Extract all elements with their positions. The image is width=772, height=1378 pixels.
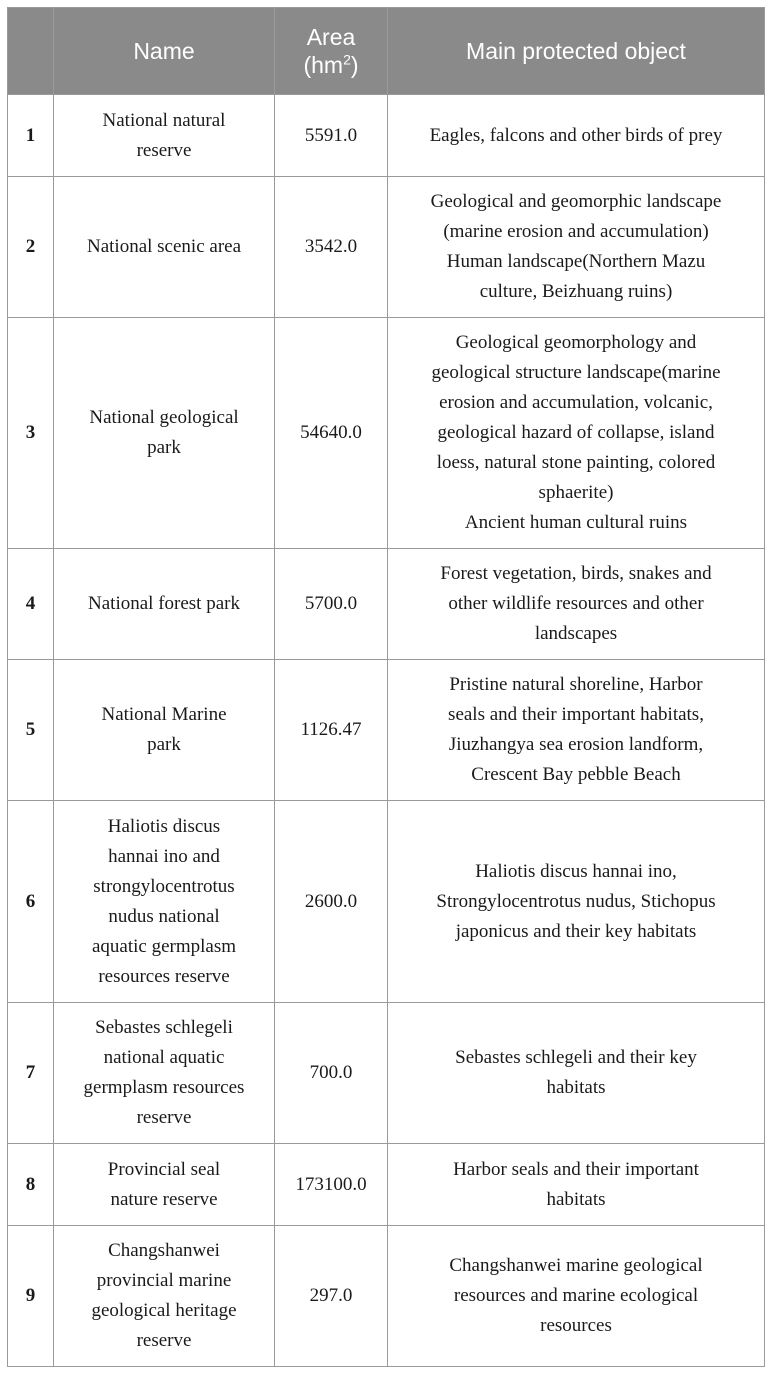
protected-object-line: Haliotis discus hannai ino, — [475, 860, 677, 882]
protected-object-line: Geological and geomorphic landscape — [430, 191, 722, 212]
name-line: nature reserve — [110, 1188, 218, 1210]
name-line: park — [147, 734, 181, 755]
name-cell — [54, 95, 275, 177]
table-row — [8, 549, 765, 660]
area-cell: 5591.0 — [275, 95, 388, 177]
name-cell — [54, 177, 275, 318]
protected-object-line: geological structure landscape(marine — [431, 362, 721, 383]
protected-object-cell — [388, 1003, 765, 1144]
protected-object-line: loess, natural stone painting, colored — [436, 452, 716, 473]
protected-object-line: landscapes — [534, 623, 618, 644]
name-line: reserve — [136, 1107, 192, 1128]
protected-object-line: Crescent Bay pebble Beach — [471, 764, 681, 785]
protected-object-line: erosion and accumulation, volcanic, — [439, 392, 713, 413]
protected-object-line: habitats — [546, 1188, 606, 1210]
area-column-header — [275, 8, 388, 95]
protected-object-column-header: Main protected object — [388, 8, 765, 95]
protected-object-line: Sebastes schlegeli and their key — [455, 1047, 697, 1068]
name-cell — [54, 1226, 275, 1367]
name-line: germplasm resources — [83, 1077, 245, 1098]
name-line: national aquatic — [103, 1047, 225, 1068]
name-line: Sebastes schlegeli — [95, 1017, 233, 1038]
row-index-cell: 6 — [8, 801, 54, 1003]
protected-object-line: Changshanwei marine geological — [449, 1255, 703, 1276]
name-cell — [54, 660, 275, 801]
protected-object-line: Harbor seals and their important — [453, 1158, 699, 1180]
protected-areas-table — [7, 7, 765, 1367]
table-body — [8, 95, 765, 1367]
name-line: park — [147, 437, 181, 458]
protected-object-line: other wildlife resources and other — [448, 593, 704, 614]
name-line: reserve — [136, 139, 192, 161]
name-line: reserve — [136, 1330, 192, 1351]
name-line: Haliotis discus — [107, 815, 221, 837]
protected-object-cell — [388, 177, 765, 318]
table-row — [8, 318, 765, 549]
name-line: Provincial seal — [107, 1158, 221, 1180]
row-index-cell: 3 — [8, 318, 54, 549]
row-index-cell: 2 — [8, 177, 54, 318]
protected-object-line: habitats — [546, 1077, 606, 1098]
protected-object-line: Forest vegetation, birds, snakes and — [440, 563, 712, 584]
protected-object-cell — [388, 318, 765, 549]
table-row — [8, 660, 765, 801]
protected-object-line: Jiuzhangya sea erosion landform, — [448, 734, 704, 755]
name-line: National scenic area — [86, 236, 242, 257]
row-index-cell: 9 — [8, 1226, 54, 1367]
name-line: National forest park — [88, 593, 240, 614]
name-line: aquatic germplasm — [91, 935, 237, 957]
area-cell: 297.0 — [275, 1226, 388, 1367]
protected-object-line: seals and their important habitats, — [448, 704, 704, 725]
name-cell — [54, 318, 275, 549]
protected-object-line: Pristine natural shoreline, Harbor — [449, 674, 703, 695]
table-row — [8, 1144, 765, 1226]
row-index-cell: 1 — [8, 95, 54, 177]
protected-object-cell — [388, 95, 765, 177]
name-line: provincial marine — [96, 1270, 232, 1291]
area-cell: 700.0 — [275, 1003, 388, 1144]
area-cell: 3542.0 — [275, 177, 388, 318]
name-line: National natural — [102, 109, 226, 131]
protected-object-cell — [388, 1226, 765, 1367]
protected-object-line: sphaerite) — [538, 482, 614, 503]
name-line: Changshanwei — [108, 1240, 220, 1261]
name-line: resources reserve — [98, 965, 230, 987]
table-header — [8, 8, 765, 95]
protected-object-line: (marine erosion and accumulation) — [443, 221, 709, 242]
protected-object-line: Geological geomorphology and — [455, 332, 697, 353]
name-line: National Marine — [101, 704, 227, 725]
area-cell: 5700.0 — [275, 549, 388, 660]
area-cell: 2600.0 — [275, 801, 388, 1003]
protected-object-line: Ancient human cultural ruins — [464, 512, 688, 533]
name-line: geological heritage — [91, 1300, 237, 1321]
area-header-label: Area — [306, 24, 356, 50]
area-header-unit: $(hm^2)$ — [303, 51, 359, 78]
name-cell — [54, 1144, 275, 1226]
name-cell — [54, 1003, 275, 1144]
row-index-cell: 5 — [8, 660, 54, 801]
protected-object-line: resources — [540, 1315, 612, 1336]
row-index-cell: 8 — [8, 1144, 54, 1226]
protected-object-cell — [388, 549, 765, 660]
protected-object-line: Strongylocentrotus nudus, Stichopus — [436, 890, 716, 912]
protected-object-line: Eagles, falcons and other birds of prey — [429, 124, 723, 146]
table-row — [8, 177, 765, 318]
area-cell: 173100.0 — [275, 1144, 388, 1226]
name-cell — [54, 801, 275, 1003]
row-index-cell: 7 — [8, 1003, 54, 1144]
name-line: nudus national — [108, 905, 220, 927]
area-cell: 54640.0 — [275, 318, 388, 549]
table-row — [8, 1003, 765, 1144]
name-cell — [54, 549, 275, 660]
protected-object-line: resources and marine ecological — [453, 1285, 699, 1306]
name-line: National geological — [89, 407, 239, 428]
name-line: hannai ino and — [108, 845, 220, 867]
protected-object-line: japonicus and their key habitats — [455, 920, 697, 942]
area-cell: 1126.47 — [275, 660, 388, 801]
table-row — [8, 801, 765, 1003]
row-index-cell: 4 — [8, 549, 54, 660]
protected-object-line: geological hazard of collapse, island — [437, 422, 715, 443]
table-row — [8, 95, 765, 177]
name-column-header: Name — [54, 8, 275, 95]
protected-object-cell — [388, 801, 765, 1003]
protected-object-cell — [388, 660, 765, 801]
table-row — [8, 1226, 765, 1367]
name-line: strongylocentrotus — [93, 875, 235, 897]
index-column-header — [8, 8, 54, 95]
protected-object-line: Human landscape(Northern Mazu — [446, 251, 706, 272]
header-row — [8, 8, 765, 95]
protected-object-line: culture, Beizhuang ruins) — [479, 281, 673, 302]
protected-object-cell — [388, 1144, 765, 1226]
